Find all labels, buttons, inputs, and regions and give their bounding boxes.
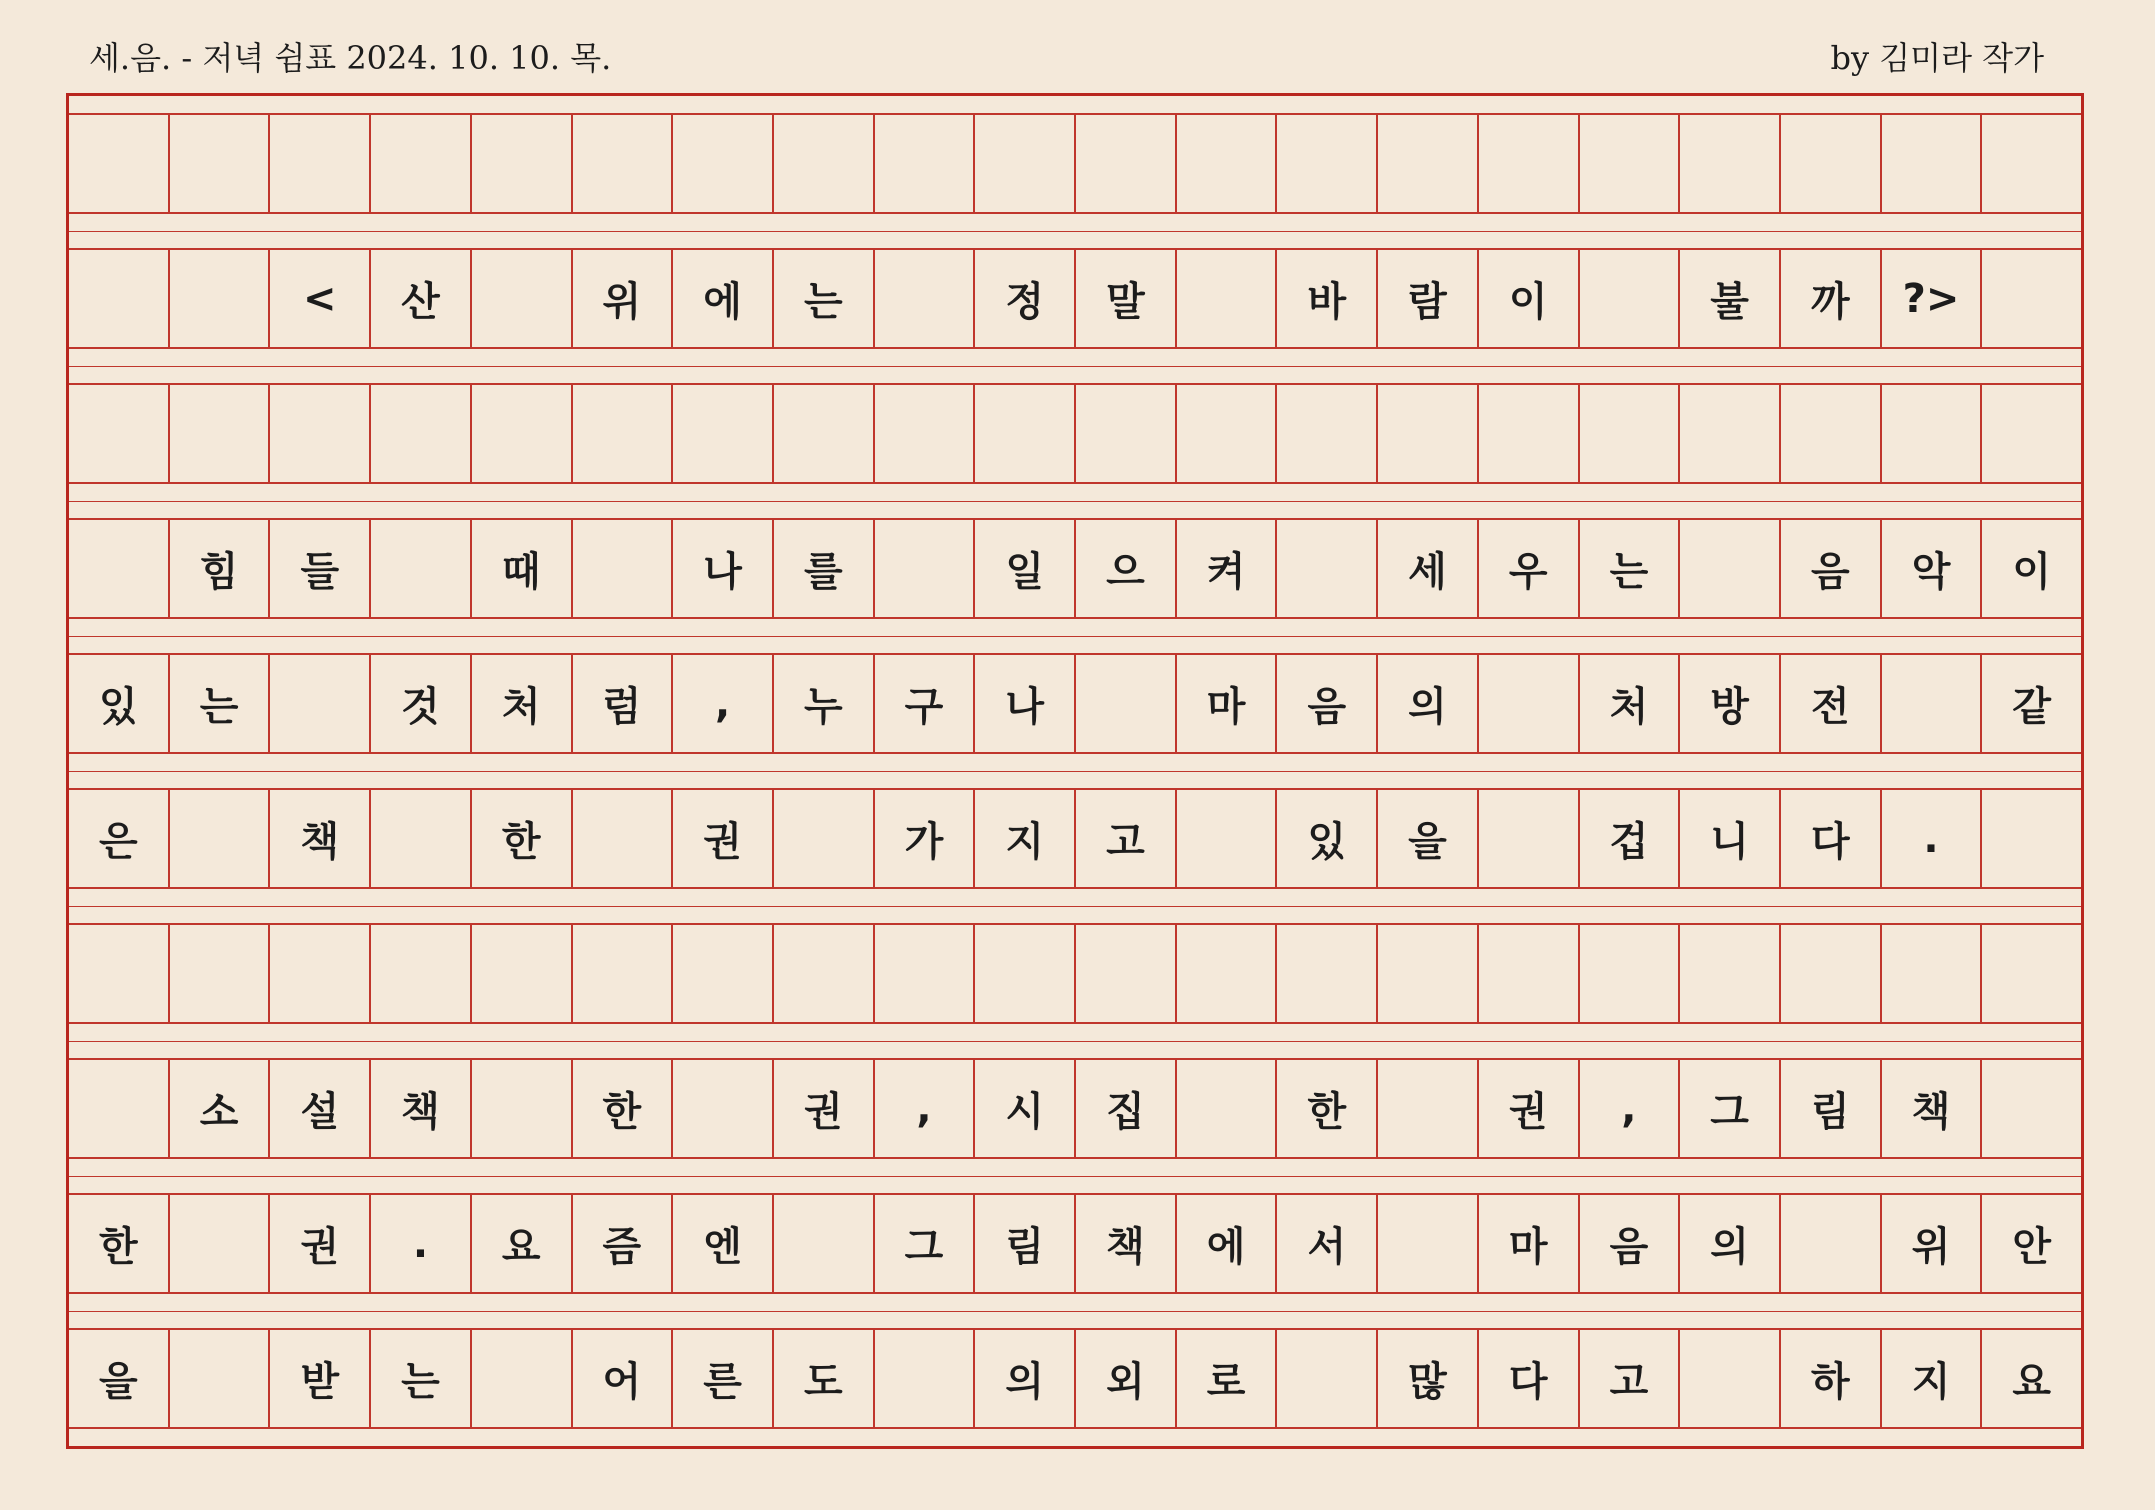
grid-row xyxy=(69,518,2081,619)
grid-cell xyxy=(1477,925,1578,1022)
grid-cell: 을 xyxy=(1376,790,1477,887)
grid-row xyxy=(69,383,2081,484)
grid-row-unit xyxy=(69,501,2081,636)
grid-cell: 시 xyxy=(973,1060,1074,1157)
grid-cell xyxy=(369,520,470,617)
grid-cell xyxy=(571,790,672,887)
grid-cell: 책 xyxy=(369,1060,470,1157)
grid-cell xyxy=(1074,925,1175,1022)
grid-cell: 나 xyxy=(671,520,772,617)
grid-cell xyxy=(1980,790,2081,887)
grid-cell: 우 xyxy=(1477,520,1578,617)
grid-cell: 많 xyxy=(1376,1330,1477,1427)
grid-cell: 는 xyxy=(168,655,269,752)
grid-cell xyxy=(1175,1060,1276,1157)
grid-cell xyxy=(1980,385,2081,482)
grid-cell xyxy=(1275,520,1376,617)
grid-cell xyxy=(168,790,269,887)
grid-cell: , xyxy=(873,1060,974,1157)
grid-cell: 권 xyxy=(671,790,772,887)
grid-cell: 람 xyxy=(1376,250,1477,347)
grid-cell: 한 xyxy=(1275,1060,1376,1157)
grid-cell: 산 xyxy=(369,250,470,347)
grid-cell xyxy=(772,790,873,887)
grid-cell xyxy=(873,925,974,1022)
grid-cell xyxy=(69,385,168,482)
grid-cell: 럼 xyxy=(571,655,672,752)
grid-cell xyxy=(1477,655,1578,752)
grid-row xyxy=(69,653,2081,754)
grid-cell xyxy=(1477,115,1578,212)
grid-cell xyxy=(168,250,269,347)
grid-cell: 으 xyxy=(1074,520,1175,617)
grid-cell: 불 xyxy=(1678,250,1779,347)
grid-cell xyxy=(1678,115,1779,212)
grid-cell: 처 xyxy=(1578,655,1679,752)
grid-cell xyxy=(1275,1330,1376,1427)
grid-cell: 한 xyxy=(571,1060,672,1157)
grid-cell: 이 xyxy=(1980,520,2081,617)
grid-cell: 받 xyxy=(268,1330,369,1427)
grid-cell: 있 xyxy=(1275,790,1376,887)
grid-cell: 힘 xyxy=(168,520,269,617)
grid-cell xyxy=(873,250,974,347)
grid-cell xyxy=(873,385,974,482)
grid-cell: 처 xyxy=(470,655,571,752)
grid-cell xyxy=(168,1330,269,1427)
grid-cell: 설 xyxy=(268,1060,369,1157)
grid-cell xyxy=(1477,385,1578,482)
manuscript-paper-grid xyxy=(66,93,2084,1449)
grid-cell: 악 xyxy=(1880,520,1981,617)
grid-cell xyxy=(369,790,470,887)
grid-cell: 림 xyxy=(1779,1060,1880,1157)
grid-cell xyxy=(1678,520,1779,617)
header-title: 세.음. - 저녁 쉼표 2024. 10. 10. 목. xyxy=(89,39,612,77)
grid-cell: 는 xyxy=(1578,520,1679,617)
grid-cell xyxy=(69,115,168,212)
grid-cell: 같 xyxy=(1980,655,2081,752)
grid-cell xyxy=(1578,925,1679,1022)
grid-cell xyxy=(168,115,269,212)
grid-cell: 일 xyxy=(973,520,1074,617)
grid-cell xyxy=(671,1060,772,1157)
grid-cell xyxy=(1376,1195,1477,1292)
grid-cell: 전 xyxy=(1779,655,1880,752)
grid-cell xyxy=(369,115,470,212)
grid-cell: 방 xyxy=(1678,655,1779,752)
grid-cell: 권 xyxy=(1477,1060,1578,1157)
grid-cell: 을 xyxy=(99,1359,138,1405)
grid-row xyxy=(69,923,2081,1024)
grid-cell: 바 xyxy=(1275,250,1376,347)
grid-row-unit xyxy=(69,231,2081,366)
grid-cell xyxy=(1980,115,2081,212)
grid-cell: ?> xyxy=(1880,250,1981,347)
grid-cell: 의 xyxy=(1376,655,1477,752)
grid-row-unit xyxy=(69,906,2081,1041)
grid-cell: 의 xyxy=(973,1330,1074,1427)
grid-cell xyxy=(1880,655,1981,752)
grid-cell xyxy=(369,925,470,1022)
grid-cell: 은 xyxy=(99,819,138,865)
grid-cell: 있 xyxy=(99,684,138,730)
grid-cell: 고 xyxy=(1578,1330,1679,1427)
grid-cell xyxy=(69,250,168,347)
grid-row-unit xyxy=(69,1041,2081,1176)
grid-cell xyxy=(1175,925,1276,1022)
grid-row-unit xyxy=(69,366,2081,501)
grid-cell xyxy=(671,925,772,1022)
grid-cell xyxy=(470,250,571,347)
header-author: by 김미라 작가 xyxy=(1830,39,2044,77)
grid-cell xyxy=(973,385,1074,482)
grid-cell: 림 xyxy=(973,1195,1074,1292)
grid-cell: 다 xyxy=(1779,790,1880,887)
grid-cell xyxy=(1678,925,1779,1022)
grid-cell: 고 xyxy=(1074,790,1175,887)
grid-cell xyxy=(1980,250,2081,347)
grid-cell xyxy=(1074,385,1175,482)
grid-cell xyxy=(69,925,168,1022)
grid-cell xyxy=(873,115,974,212)
grid-cell: 그 xyxy=(873,1195,974,1292)
grid-cell: 지 xyxy=(1880,1330,1981,1427)
grid-row xyxy=(69,1058,2081,1159)
grid-cell: 안 xyxy=(1980,1195,2081,1292)
grid-cell xyxy=(470,385,571,482)
grid-cell: 즘 xyxy=(571,1195,672,1292)
grid-cell: 겁 xyxy=(1578,790,1679,887)
grid-cell: 음 xyxy=(1578,1195,1679,1292)
grid-cell xyxy=(1175,385,1276,482)
grid-cell xyxy=(571,385,672,482)
grid-row xyxy=(69,113,2081,214)
grid-cell: 요 xyxy=(470,1195,571,1292)
grid-cell xyxy=(1477,790,1578,887)
grid-cell: 하 xyxy=(1779,1330,1880,1427)
grid-row-unit xyxy=(69,1311,2081,1446)
grid-cell: 로 xyxy=(1175,1330,1276,1427)
grid-cell xyxy=(1074,655,1175,752)
grid-cell xyxy=(973,115,1074,212)
grid-cell: < xyxy=(268,250,369,347)
grid-cell: 책 xyxy=(1880,1060,1981,1157)
grid-cell xyxy=(1376,925,1477,1022)
grid-cell xyxy=(1678,1330,1779,1427)
grid-cell: , xyxy=(1578,1060,1679,1157)
grid-cell xyxy=(1074,115,1175,212)
grid-cell: 른 xyxy=(671,1330,772,1427)
grid-cell: 켜 xyxy=(1175,520,1276,617)
grid-cell xyxy=(1980,1060,2081,1157)
grid-cell xyxy=(1376,115,1477,212)
grid-cell: 요 xyxy=(1980,1330,2081,1427)
grid-cell: 엔 xyxy=(671,1195,772,1292)
grid-cell xyxy=(1578,385,1679,482)
grid-cell: 집 xyxy=(1074,1060,1175,1157)
grid-cell xyxy=(772,925,873,1022)
grid-cell: 외 xyxy=(1074,1330,1175,1427)
grid-cell xyxy=(1880,385,1981,482)
grid-cell: 세 xyxy=(1376,520,1477,617)
grid-cell xyxy=(69,520,168,617)
grid-cell xyxy=(1275,925,1376,1022)
grid-cell xyxy=(873,1330,974,1427)
grid-row-unit xyxy=(69,636,2081,771)
grid-row xyxy=(69,248,2081,349)
grid-cell xyxy=(571,925,672,1022)
grid-cell xyxy=(1376,1060,1477,1157)
grid-cell: 마 xyxy=(1477,1195,1578,1292)
grid-cell xyxy=(772,115,873,212)
grid-cell: 니 xyxy=(1678,790,1779,887)
grid-cell xyxy=(1275,385,1376,482)
grid-cell xyxy=(470,1330,571,1427)
grid-cell: 한 xyxy=(470,790,571,887)
grid-cell xyxy=(671,385,772,482)
grid-cell: 다 xyxy=(1477,1330,1578,1427)
grid-row xyxy=(69,1193,2081,1294)
grid-row xyxy=(69,788,2081,889)
grid-cell xyxy=(1779,1195,1880,1292)
grid-cell xyxy=(1175,250,1276,347)
grid-cell xyxy=(168,925,269,1022)
grid-cell: 도 xyxy=(772,1330,873,1427)
grid-cell: 음 xyxy=(1275,655,1376,752)
grid-cell: 권 xyxy=(268,1195,369,1292)
grid-cell xyxy=(1980,925,2081,1022)
grid-cell: 위 xyxy=(1880,1195,1981,1292)
grid-cell: . xyxy=(369,1195,470,1292)
grid-cell xyxy=(470,115,571,212)
grid-cell: , xyxy=(671,655,772,752)
grid-cell: 나 xyxy=(973,655,1074,752)
grid-cell: 이 xyxy=(1477,250,1578,347)
grid-cell xyxy=(1175,790,1276,887)
grid-row xyxy=(69,1328,2081,1429)
grid-cell: 정 xyxy=(973,250,1074,347)
grid-cell xyxy=(168,1195,269,1292)
grid-cell: 서 xyxy=(1275,1195,1376,1292)
grid-cell: 어 xyxy=(571,1330,672,1427)
grid-row-unit xyxy=(69,771,2081,906)
grid-cell xyxy=(671,115,772,212)
grid-cell xyxy=(369,385,470,482)
grid-cell xyxy=(873,520,974,617)
grid-cell: 는 xyxy=(369,1330,470,1427)
grid-cell xyxy=(1275,115,1376,212)
grid-cell: 의 xyxy=(1678,1195,1779,1292)
grid-cell: 그 xyxy=(1678,1060,1779,1157)
grid-cell: 때 xyxy=(470,520,571,617)
grid-cell xyxy=(268,925,369,1022)
grid-cell xyxy=(470,1060,571,1157)
grid-cell: 지 xyxy=(973,790,1074,887)
grid-cell: 책 xyxy=(1074,1195,1175,1292)
grid-cell: 마 xyxy=(1175,655,1276,752)
grid-cell: 에 xyxy=(1175,1195,1276,1292)
grid-cell: 구 xyxy=(873,655,974,752)
grid-cell xyxy=(772,385,873,482)
grid-cell xyxy=(571,520,672,617)
grid-row-unit xyxy=(69,1176,2081,1311)
grid-cell xyxy=(168,385,269,482)
grid-cell xyxy=(973,925,1074,1022)
grid-cell: 음 xyxy=(1779,520,1880,617)
grid-cell xyxy=(1779,925,1880,1022)
grid-cell xyxy=(1880,925,1981,1022)
grid-cell: 까 xyxy=(1779,250,1880,347)
grid-row-unit xyxy=(69,96,2081,231)
grid-cell: 책 xyxy=(268,790,369,887)
grid-cell xyxy=(1578,115,1679,212)
grid-cell xyxy=(268,385,369,482)
grid-cell xyxy=(1779,115,1880,212)
grid-cell xyxy=(1678,385,1779,482)
grid-cell: 는 xyxy=(772,250,873,347)
grid-cell: 누 xyxy=(772,655,873,752)
grid-cell: 에 xyxy=(671,250,772,347)
grid-cell: 한 xyxy=(99,1224,138,1270)
grid-cell xyxy=(1779,385,1880,482)
grid-cell: . xyxy=(1880,790,1981,887)
grid-cell xyxy=(571,115,672,212)
grid-cell xyxy=(1880,115,1981,212)
grid-cell: 위 xyxy=(571,250,672,347)
grid-cell xyxy=(69,1060,168,1157)
grid-cell: 말 xyxy=(1074,250,1175,347)
grid-cell: 가 xyxy=(873,790,974,887)
grid-cell: 것 xyxy=(369,655,470,752)
grid-cell xyxy=(268,115,369,212)
grid-cell: 들 xyxy=(268,520,369,617)
grid-cell xyxy=(772,1195,873,1292)
grid-cell: 소 xyxy=(168,1060,269,1157)
grid-cell xyxy=(1175,115,1276,212)
grid-cell: 권 xyxy=(772,1060,873,1157)
grid-cell xyxy=(268,655,369,752)
grid-cell: 를 xyxy=(772,520,873,617)
grid-cell xyxy=(1578,250,1679,347)
grid-cell xyxy=(1376,385,1477,482)
grid-cell xyxy=(470,925,571,1022)
